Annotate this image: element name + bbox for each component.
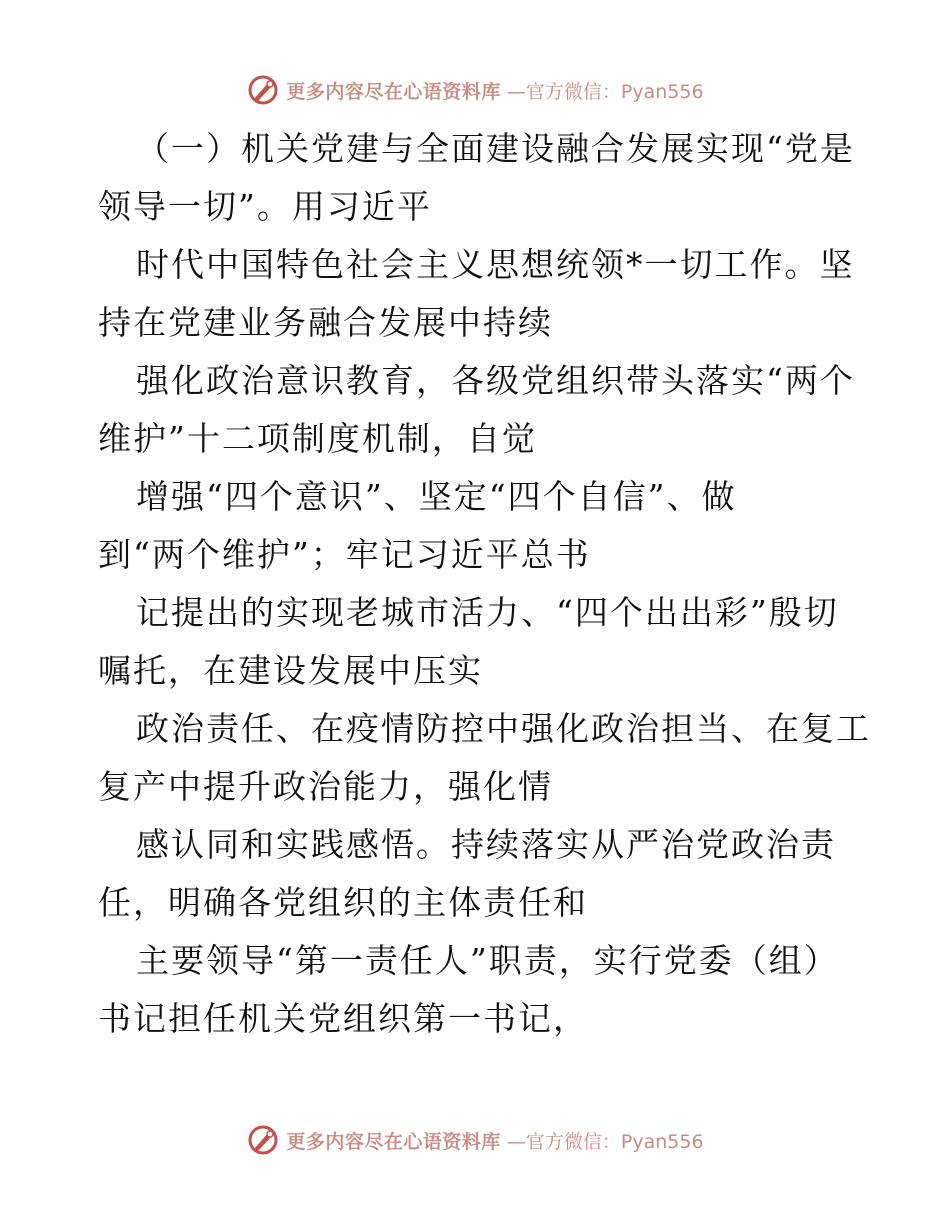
text-line: 持在党建业务融合发展中持续 [98, 303, 553, 342]
text-line: 领导一切”。用习近平 [98, 187, 432, 226]
watermark-contact: —官方微信：Pyan556 [506, 1130, 704, 1153]
watermark-contact: —官方微信：Pyan556 [506, 80, 704, 103]
text-line: 政治责任、在疫情防控中强化政治担当、在复工 [136, 709, 871, 748]
text-line: 强化政治意识教育，各级党组织带头落实“两个 [136, 361, 855, 400]
watermark-text: 更多内容尽在心语资料库 [286, 80, 501, 103]
footer-watermark [0, 1120, 950, 1160]
text-line: 感认同和实践感悟。持续落实从严治党政治责 [136, 825, 836, 864]
text-line: 嘱托，在建设发展中压实 [98, 651, 483, 690]
text-line: （一）机关党建与全面建设融合发展实现“党是 [136, 129, 855, 168]
text-line: 维护”十二项制度机制，自觉 [98, 419, 537, 458]
text-line: 书记担任机关党组织第一书记， [98, 999, 588, 1038]
pen-seal-icon [246, 73, 280, 107]
text-line: 任，明确各党组织的主体责任和 [98, 883, 588, 922]
text-line: 到“两个维护”；牢记习近平总书 [98, 535, 591, 574]
pen-seal-icon [246, 1123, 280, 1157]
document-body [98, 120, 871, 1048]
watermark-text: 更多内容尽在心语资料库 [286, 1130, 501, 1153]
text-line: 复产中提升政治能力，强化情 [98, 767, 553, 806]
text-line: 主要领导“第一责任人”职责，实行党委（组） [136, 941, 839, 980]
text-line: 时代中国特色社会主义思想统领*一切工作。坚 [136, 245, 855, 284]
text-line: 增强“四个意识”、坚定“四个自信”、做 [136, 477, 737, 516]
text-line: 记提出的实现老城市活力、“四个出出彩”殷切 [136, 593, 839, 632]
header-watermark [0, 70, 950, 110]
